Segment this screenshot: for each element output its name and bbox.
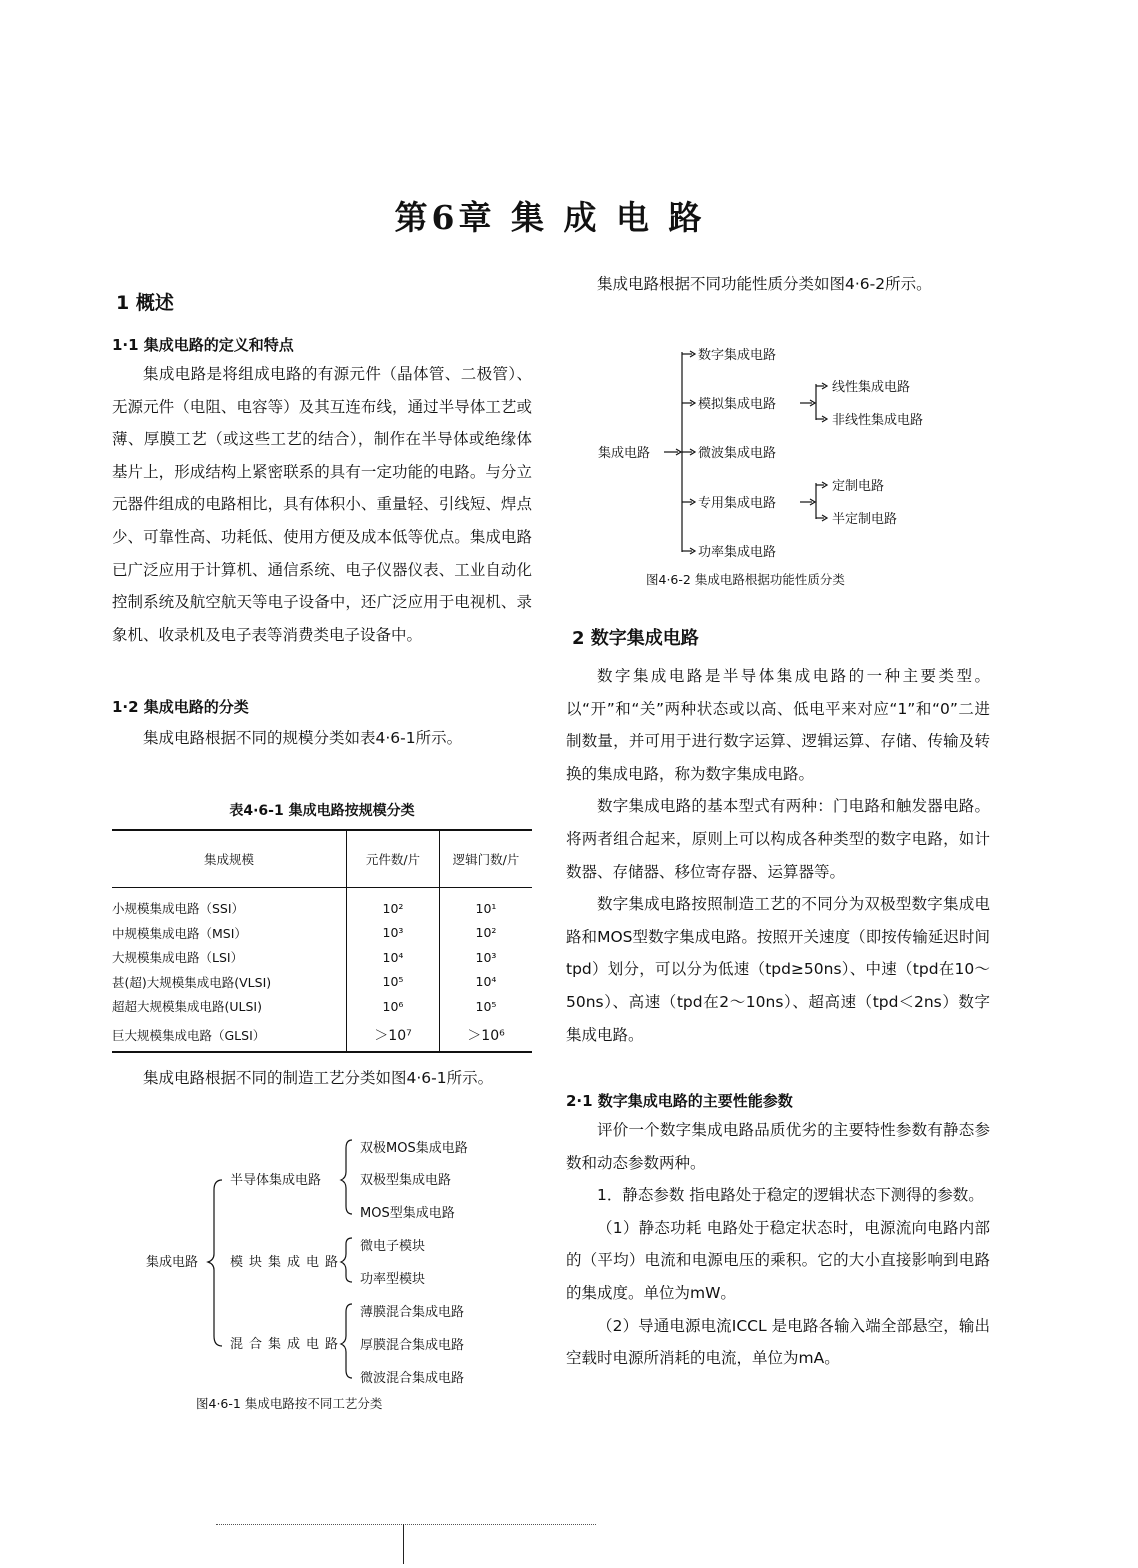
header-components: 元件数/片: [347, 830, 440, 888]
row-components: 10²: [347, 896, 440, 921]
function-paragraph: [566, 268, 990, 301]
row-components: 10⁵: [347, 970, 440, 995]
fig2-item: 数字集成电路: [698, 348, 777, 363]
fig2-sub-item: 半定制电路: [832, 512, 898, 527]
row-gates: 10⁵: [440, 994, 533, 1019]
table-caption: 表4·6-1 集成电路按规模分类: [229, 803, 415, 819]
header-gates: 逻辑门数/片: [440, 830, 533, 888]
fig1-item: MOS型集成电路: [360, 1206, 455, 1221]
section-1-2-paragraph: [112, 722, 532, 755]
table-row: [112, 1019, 532, 1052]
row-name: 大规模集成电路（LSI）: [112, 950, 244, 966]
fig1-item: 微波混合集成电路: [360, 1371, 465, 1386]
fig1-item: 厚膜混合集成电路: [360, 1338, 465, 1353]
row-name: 中规模集成电路（MSI）: [112, 925, 247, 941]
header-scale: 集成规模: [112, 830, 347, 888]
table-row: [112, 970, 532, 995]
row-components: ＞10⁷: [347, 1019, 440, 1052]
process-intro-text: 集成电路根据不同的制造工艺分类如图4·6-1所示。: [143, 1069, 494, 1087]
row-components: 10⁶: [347, 994, 440, 1019]
function-intro-text: 集成电路根据不同功能性质分类如图4·6-2所示。: [597, 275, 932, 293]
fig1-brace-semiconductor: [341, 1140, 352, 1214]
row-gates: ＞10⁶: [440, 1019, 533, 1052]
section-1-2-title: 1·2 集成电路的分类: [112, 698, 249, 716]
fig1-item: 微电子模块: [360, 1239, 426, 1254]
row-components: 10⁴: [347, 945, 440, 970]
row-components: 10³: [347, 921, 440, 946]
chapter-title: 第6章 集 成 电 路: [394, 198, 706, 237]
row-name: 超超大规模集成电路(ULSI): [112, 999, 262, 1015]
process-paragraph: [112, 1062, 532, 1095]
section-2-1-body: [566, 1114, 990, 1375]
table-row: [112, 896, 532, 921]
scale-intro-text: 集成电路根据不同的规模分类如表4·6-1所示。: [143, 729, 463, 747]
fig1-branch-hybrid: 混合集成电路: [230, 1337, 345, 1352]
bottom-rule: [216, 1524, 596, 1525]
table-row: [112, 994, 532, 1019]
scale-table: [112, 829, 532, 1053]
row-gates: 10⁴: [440, 970, 533, 995]
parameters-intro: 评价一个数字集成电路品质优劣的主要特性参数有静态参数和动态参数两种。: [566, 1121, 990, 1172]
supply-current: （2）导通电源电流ICCL 是电路各输入端全部悬空，输出空载时电源所消耗的电流，单位为mA。: [566, 1316, 990, 1368]
fig1-branch-module: 模块集成电路: [230, 1255, 345, 1270]
row-gates: 10³: [440, 945, 533, 970]
fig1-item: 功率型模块: [360, 1272, 426, 1287]
process-classification-diagram: [130, 1128, 530, 1398]
section-1-title: 1 概述: [116, 292, 174, 314]
section-2-title: 2 数字集成电路: [572, 628, 699, 649]
fig1-item: 薄膜混合集成电路: [360, 1305, 465, 1320]
fig1-caption: 图4·6-1 集成电路按不同工艺分类: [196, 1396, 383, 1411]
fig2-caption: 图4·6-2 集成电路根据功能性质分类: [646, 572, 845, 587]
table-header-row: [112, 830, 532, 888]
function-classification-diagram: [596, 340, 976, 560]
digital-ic-types: 数字集成电路按照制造工艺的不同分为双极型数字集成电路和MOS型数字集成电路。按照开关速度（即按传输延迟时间tpd）划分，可以分为低速（tpd≥50ns）、中速（tpd在10～50ns）、高速（tpd在2～10ns）、超高速（tpd＜2ns）数字集成电路。: [566, 895, 990, 1044]
digital-ic-forms: 数字集成电路的基本型式有两种：门电路和触发器电路。将两者组合起来，原则上可以构成各种类型的数字电路，如计数器、存储器、移位寄存器、运算器等。: [566, 797, 990, 881]
row-gates: 10²: [440, 921, 533, 946]
fig1-root: 集成电路: [146, 1255, 199, 1270]
static-power: （1）静态功耗 电路处于稳定状态时，电源流向电路内部的（平均）电流和电源电压的乘积。它的大小直接影响到电路的集成度。单位为mW。: [566, 1218, 990, 1302]
row-name: 巨大规模集成电路（GLSI）: [112, 1019, 347, 1052]
definition-text: 集成电路是将组成电路的有源元件（晶体管、二极管）、无源元件（电阻、电容等）及其互连布线，通过半导体工艺或薄、厚膜工艺（或这些工艺的结合），制作在半导体或绝缘体基片上，形成结构上紧密联系的具有一定功能的电路。与分立元器件组成的电路相比，具有体积小、重量轻、引线短、焊点少、可靠性高、功耗低、使用方便及成本低等优点。集成电路已广泛应用于计算机、通信系统、电子仪器仪表、工业自动化控制系统及航空航天等电子设备中，还广泛应用于电视机、录象机、收录机及电子表等消费类电子设备中。: [112, 365, 532, 644]
fig1-branch-semiconductor: 半导体集成电路: [230, 1173, 322, 1188]
row-gates: 10¹: [440, 896, 533, 921]
fig1-main-brace: [208, 1180, 222, 1346]
row-name: 甚(超)大规模集成电路(VLSI): [112, 974, 272, 990]
bottom-tick: [403, 1524, 404, 1564]
section-1-1-title: 1·1 集成电路的定义和特点: [112, 336, 294, 354]
fig2-item: 功率集成电路: [698, 545, 777, 560]
static-parameters: 1．静态参数 指电路处于稳定的逻辑状态下测得的参数。: [597, 1186, 984, 1205]
row-name: 小规模集成电路（SSI）: [112, 901, 245, 917]
digital-ic-definition: 数字集成电路是半导体集成电路的一种主要类型。以“开”和“关”两种状态或以高、低电平来对应“1”和“0”二进制数量，并可用于进行数字运算、逻辑运算、存储、传输及转换的集成电路，称为数字集成电路。: [566, 667, 990, 783]
fig2-root: 集成电路: [598, 446, 651, 461]
section-1-1-paragraph: [112, 358, 532, 651]
table-row: [112, 945, 532, 970]
fig1-item: 双极MOS集成电路: [360, 1141, 468, 1156]
table-row: [112, 921, 532, 946]
fig1-item: 双极型集成电路: [360, 1173, 452, 1188]
fig2-item: 模拟集成电路: [698, 397, 777, 412]
fig2-item: 专用集成电路: [698, 496, 777, 511]
fig2-item: 微波集成电路: [698, 446, 777, 461]
section-2-body: [566, 660, 990, 1051]
fig2-sub-item: 非线性集成电路: [832, 413, 924, 428]
section-2-1-title: 2·1 数字集成电路的主要性能参数: [566, 1092, 793, 1110]
fig2-sub-item: 定制电路: [832, 479, 885, 494]
fig2-sub-item: 线性集成电路: [832, 380, 911, 395]
